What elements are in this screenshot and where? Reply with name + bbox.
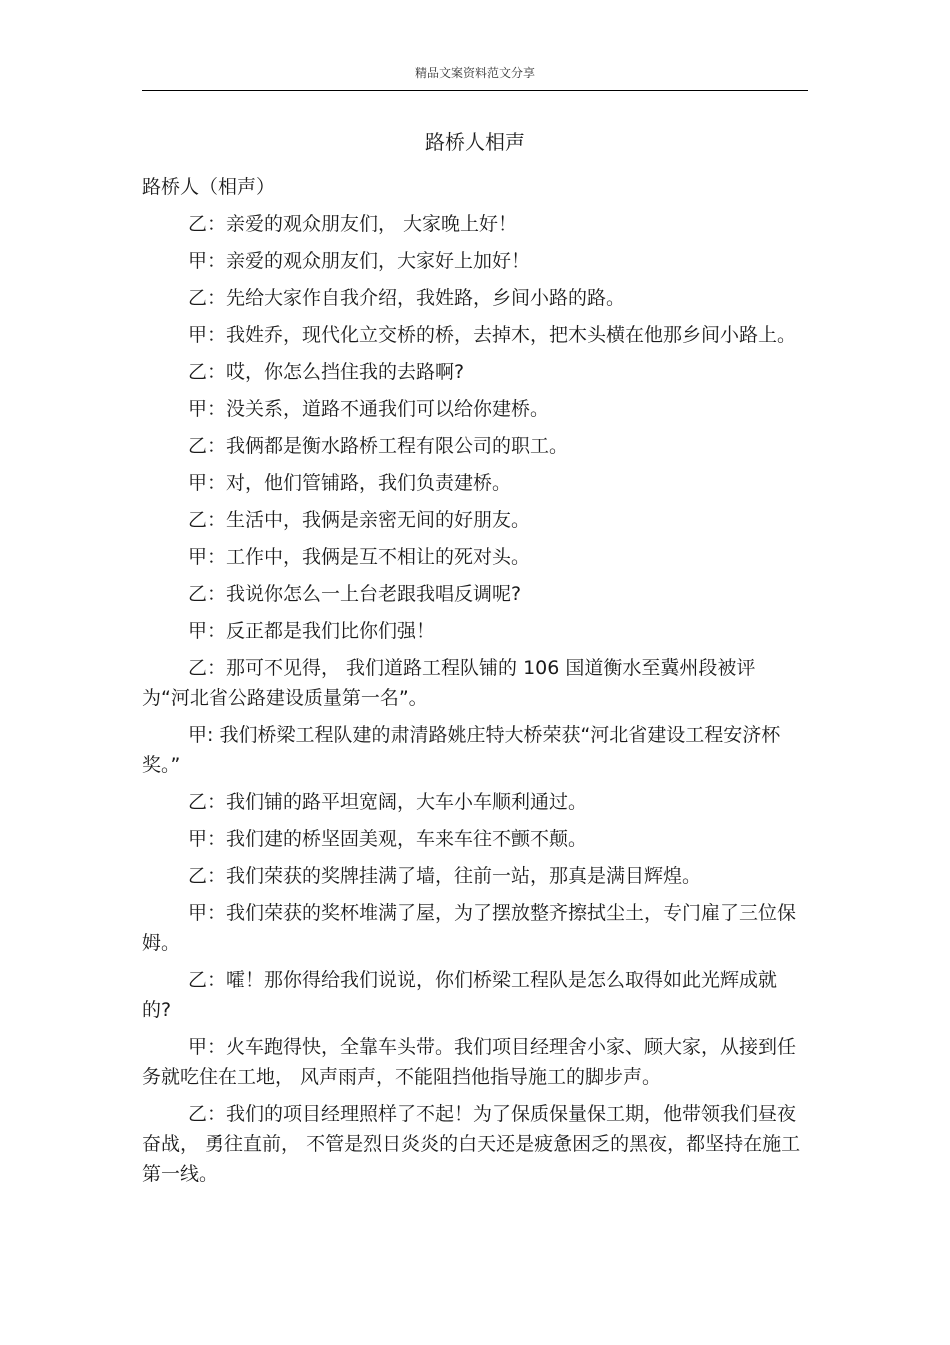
document-title: 路桥人相声 bbox=[425, 130, 525, 154]
paragraph: 乙：先给大家作自我介绍，我姓路，乡间小路的路。 bbox=[188, 287, 626, 309]
paragraph: 甲：火车跑得快，全靠车头带。我们项目经理舍小家、顾大家，从接到任务就吃住在工地， 风声雨声，不能阻挡他指导施工的脚步声。 bbox=[142, 1036, 797, 1088]
paragraph: 乙：嚯！那你得给我们说说，你们桥梁工程队是怎么取得如此光辉成就的? bbox=[142, 969, 778, 1021]
paragraph: 甲：工作中，我俩是互不相让的死对头。 bbox=[188, 546, 531, 568]
paragraph: 乙：我俩都是衡水路桥工程有限公司的职工。 bbox=[188, 435, 569, 457]
paragraph: 乙：我们的项目经理照样了不起！为了保质保量保工期，他带领我们昼夜奋战， 勇往直前， 不管是烈日炎炎的白天还是疲惫困乏的黑夜，都坚持在施工第一线。 bbox=[142, 1103, 801, 1185]
paragraph: 乙：生活中，我俩是亲密无间的好朋友。 bbox=[188, 509, 531, 531]
paragraph: 甲：亲爱的观众朋友们，大家好上加好！ bbox=[188, 250, 531, 272]
paragraph: 甲：我们荣获的奖杯堆满了屋，为了摆放整齐擦拭尘土，专门雇了三位保姆。 bbox=[142, 902, 797, 954]
paragraph: 乙：我们荣获的奖牌挂满了墙，往前一站，那真是满目辉煌。 bbox=[188, 865, 702, 887]
page-header: 精品文案资料范文分享 bbox=[414, 66, 535, 80]
paragraph: 乙：我们铺的路平坦宽阔，大车小车顺利通过。 bbox=[188, 791, 588, 813]
paragraph: 乙：亲爱的观众朋友们， 大家晚上好！ bbox=[188, 213, 518, 235]
paragraph: 乙：那可不见得， 我们道路工程队铺的 106 国道衡水至冀州段被评为“河北省公路建设质量第一名”。 bbox=[142, 657, 756, 709]
paragraph: 甲: 我们桥梁工程队建的肃清路姚庄特大桥荣获“河北省建设工程安济杯奖。” bbox=[142, 724, 781, 776]
paragraph: 甲：反正都是我们比你们强！ bbox=[188, 620, 436, 642]
header-divider bbox=[142, 90, 808, 91]
document-body bbox=[142, 172, 802, 1196]
paragraph: 路桥人（相声） bbox=[142, 176, 276, 198]
paragraph: 乙：哎，你怎么挡住我的去路啊? bbox=[188, 361, 465, 383]
paragraph: 甲：我姓乔，现代化立交桥的桥，去掉木，把木头横在他那乡间小路上。 bbox=[188, 324, 797, 346]
paragraph: 甲：没关系，道路不通我们可以给你建桥。 bbox=[188, 398, 550, 420]
paragraph: 甲：我们建的桥坚固美观，车来车往不颤不颠。 bbox=[188, 828, 588, 850]
paragraph: 甲：对，他们管铺路，我们负责建桥。 bbox=[188, 472, 512, 494]
paragraph: 乙：我说你怎么一上台老跟我唱反调呢? bbox=[188, 583, 522, 605]
